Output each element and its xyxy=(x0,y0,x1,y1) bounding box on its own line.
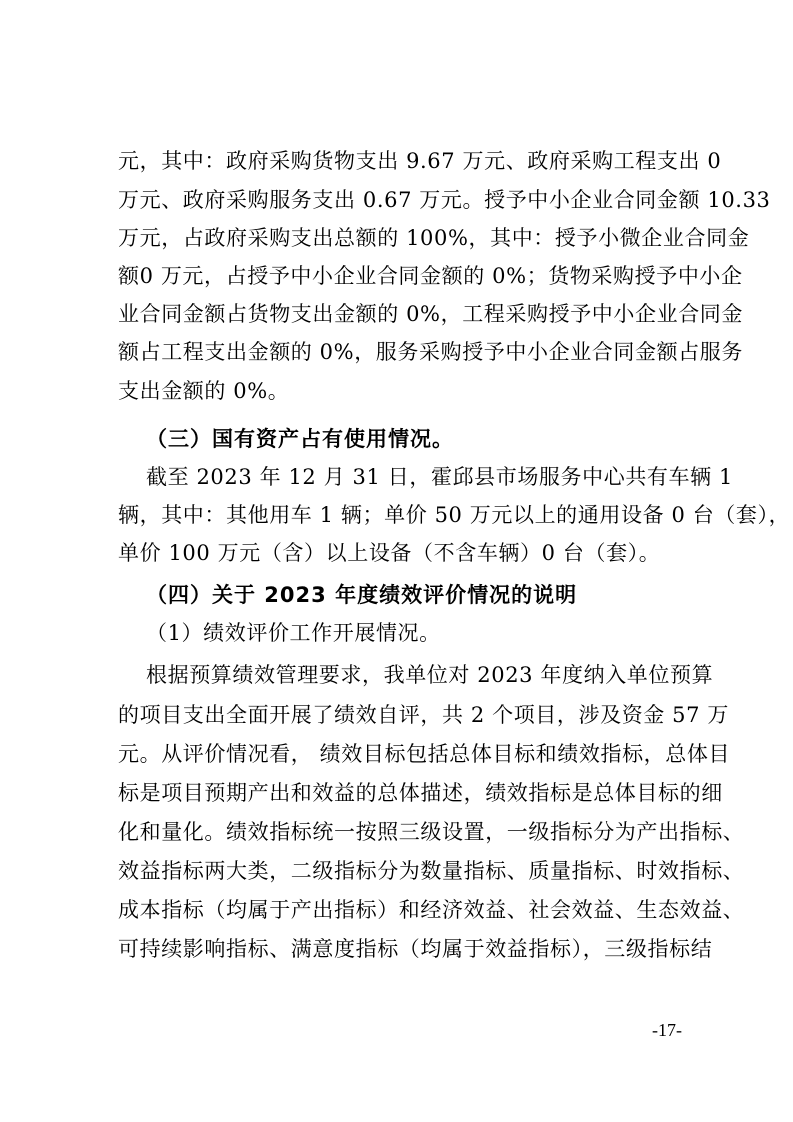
paragraph-line: 单价 100 万元（含）以上设备（不含车辆）0 台（套）。 xyxy=(118,541,661,565)
paragraph-line: 万元、政府采购服务支出 0.67 万元。授予中小企业合同金额 10.33 xyxy=(118,188,771,212)
section-heading-performance: （四）关于 2023 年度绩效评价情况的说明 xyxy=(146,583,578,607)
paragraph-line: 成本指标（均属于产出指标）和经济效益、社会效益、生态效益、 xyxy=(118,898,745,922)
paragraph-line: 可持续影响指标、满意度指标（均属于效益指标），三级指标结 xyxy=(118,937,713,961)
paragraph-line: 辆，其中：其他用车 1 辆；单价 50 万元以上的通用设备 0 台（套）， xyxy=(118,503,791,527)
paragraph-line: 的项目支出全面开展了绩效自评，共 2 个项目，涉及资金 57 万 xyxy=(118,703,729,727)
paragraph-line: 额占工程支出金额的 0%，服务采购授予中小企业合同金额占服务 xyxy=(118,340,743,364)
paragraph-line: 元。从评价情况看， 绩效目标包括总体目标和绩效指标，总体目 xyxy=(118,742,731,766)
paragraph-line: 万元，占政府采购支出总额的 100%，其中：授予小微企业合同金 xyxy=(118,226,750,250)
subsection-heading: （1）绩效评价工作开展情况。 xyxy=(146,621,441,645)
paragraph-line: 截至 2023 年 12 月 31 日，霍邱县市场服务中心共有车辆 1 xyxy=(146,465,733,489)
section-heading-assets: （三）国有资产占有使用情况。 xyxy=(146,427,454,451)
paragraph-line: 元，其中：政府采购货物支出 9.67 万元、政府采购工程支出 0 xyxy=(118,149,722,173)
paragraph-line: 支出金额的 0%。 xyxy=(118,379,290,403)
paragraph-line: 额0 万元，占授予中小企业合同金额的 0%；货物采购授予中小企 xyxy=(118,264,743,288)
paragraph-line: 化和量化。绩效指标统一按照三级设置，一级指标分为产出指标、 xyxy=(118,820,745,844)
paragraph-line: 标是项目预期产出和效益的总体描述，绩效指标是总体目标的细 xyxy=(118,781,723,805)
paragraph-line: 根据预算绩效管理要求，我单位对 2023 年度纳入单位预算 xyxy=(146,663,714,687)
page-number: -17- xyxy=(652,1020,682,1040)
paragraph-line: 业合同金额占货物支出金额的 0%，工程采购授予中小企业合同金 xyxy=(118,302,743,326)
paragraph-line: 效益指标两大类，二级指标分为数量指标、质量指标、时效指标、 xyxy=(118,859,745,883)
